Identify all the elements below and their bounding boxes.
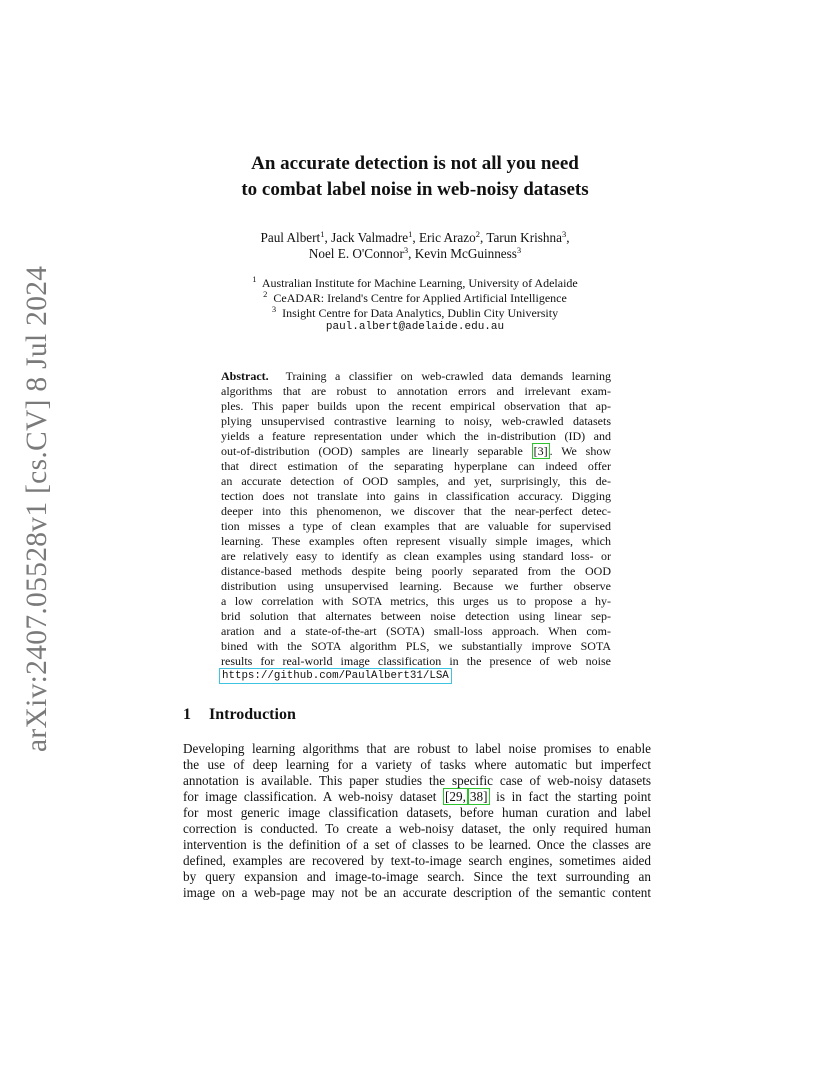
abstract-line: distribution using unsupervised learning. Because we further observe bbox=[221, 579, 611, 593]
section-title: Introduction bbox=[209, 706, 296, 723]
citation-link[interactable]: [29, bbox=[445, 789, 466, 804]
abstract-line: brid solution that alternates between noise detection using linear sep- bbox=[221, 609, 611, 623]
body-text-line: image on a web-page may not be an accurate description of the semantic content bbox=[183, 885, 651, 900]
affiliation-mark: 3 bbox=[271, 304, 277, 314]
affiliation-text: Insight Centre for Data Analytics, Dublin City University bbox=[282, 306, 559, 320]
body-text-line: for most generic image classification datasets, before human curation and label bbox=[183, 805, 651, 820]
citation-link[interactable]: [3] bbox=[533, 444, 548, 458]
body-text-line: by query expansion and image-to-image search. Since the text surrounding an bbox=[183, 869, 651, 884]
body-text-line: the use of deep learning for a variety of tasks where automatic but imperfect bbox=[183, 757, 651, 772]
author-affiliation-mark: 2 bbox=[475, 229, 480, 239]
abstract-line: tion misses a type of clean examples that are valuable for supervised bbox=[221, 519, 611, 533]
body-text-line: annotation is available. This paper studies the specific case of web-noisy datasets bbox=[183, 773, 651, 788]
author-name: Tarun Krishna bbox=[486, 230, 562, 245]
contact-email: paul.albert@adelaide.edu.au bbox=[325, 321, 505, 333]
abstract-line: bined with the SOTA algorithm PLS, we substantially improve SOTA bbox=[221, 639, 611, 653]
abstract-line: out-of-distribution (OOD) samples are linearly separable [3] . We show bbox=[221, 444, 612, 458]
abstract-line: ples. This paper builds upon the recent empirical observation that ap- bbox=[221, 399, 611, 413]
author-affiliation-mark: 3 bbox=[561, 229, 567, 239]
abstract-line: are relatively easy to identify as clean examples using standard loss- or bbox=[221, 549, 611, 563]
citation-link[interactable]: 38] bbox=[469, 789, 488, 804]
abstract-line: a low correlation with SOTA metrics, this urges us to propose a hy- bbox=[221, 594, 611, 608]
abstract-line: that direct estimation of the separating hyperplane can indeed offer bbox=[221, 459, 611, 473]
affiliation-1 bbox=[150, 274, 680, 290]
author-affiliation-mark: 1 bbox=[408, 229, 413, 239]
author-list-line-2: Noel E. O'Connor$^3$, Kevin McGuinness$^3$ bbox=[308, 245, 522, 261]
abstract-line: plying unsupervised contrastive learning to noisy, web-crawled datasets bbox=[221, 414, 611, 428]
abstract-line: an accurate detection of OOD samples, and yet, surprisingly, this de- bbox=[221, 474, 611, 488]
author-affiliation-mark: 1 bbox=[320, 229, 325, 239]
arxiv-identifier-stamp: arXiv:2407.05528v1 [cs.CV] 8 Jul 2024 bbox=[21, 265, 53, 752]
abstract-line: algorithms that are robust to annotation errors and irrelevant exam- bbox=[221, 384, 611, 398]
body-text-line: correction is conducted. To create a web-noisy dataset, the only required human bbox=[183, 821, 651, 836]
affiliation-text: CeADAR: Ireland's Centre for Applied Artificial Intelligence bbox=[273, 291, 567, 305]
author-affiliation-mark: 3 bbox=[516, 245, 522, 255]
abstract-line: yields a feature representation under which the in-distribution (ID) and bbox=[221, 429, 611, 443]
paper-title-line-1: An accurate detection is not all you need bbox=[251, 153, 579, 174]
abstract-line: aration and a state-of-the-art (SOTA) small-loss approach. When com- bbox=[221, 624, 611, 638]
abstract-line: learning. These examples often represent visually simple images, which bbox=[221, 534, 611, 548]
abstract-label: Abstract. bbox=[221, 369, 269, 383]
abstract-line: tection does not translate into gains in classification accuracy. Digging bbox=[221, 489, 611, 503]
paper-title-line-2: to combat label noise in web-noisy datasets bbox=[241, 179, 589, 200]
section-number: 1 bbox=[183, 706, 191, 723]
body-text-line: for image classification. A web-noisy dataset [29, 38] is in fact the starting point bbox=[183, 789, 652, 804]
author-name: Noel E. O'Connor bbox=[308, 246, 404, 261]
author-list-line-1: Paul Albert$^1$, Jack Valmadre$^1$, Eric Arazo$^2$, Tarun Krishna$^3$, bbox=[260, 229, 570, 245]
code-repository-link[interactable]: https://github.com/PaulAlbert31/LSA bbox=[219, 668, 452, 684]
author-affiliation-mark: 3 bbox=[403, 245, 409, 255]
body-text-line: defined, examples are recovered by text-to-image search engines, sometimes aided bbox=[183, 853, 651, 868]
author-name: Jack Valmadre bbox=[331, 230, 409, 245]
abstract-line: Abstract. Training a classifier on web-crawled data demands learning bbox=[221, 369, 611, 383]
author-name: Kevin McGuinness bbox=[414, 246, 517, 261]
author-name: Eric Arazo bbox=[418, 230, 476, 245]
section-heading bbox=[183, 707, 296, 723]
author-name: Paul Albert bbox=[260, 230, 321, 245]
affiliation-2 bbox=[150, 289, 680, 305]
affiliation-mark: 1 bbox=[252, 274, 257, 284]
affiliation-text: Australian Institute for Machine Learning, University of Adelaide bbox=[261, 276, 578, 290]
abstract-line: deeper into this phenomenon, we discover that the near-perfect detec- bbox=[221, 504, 611, 518]
body-text-line: intervention is the definition of a set of classes to be learned. Once the classes are bbox=[183, 837, 651, 852]
body-text-line: Developing learning algorithms that are robust to label noise promises to enable bbox=[183, 741, 651, 756]
abstract-line: distance-based methods despite being poorly separated from the OOD bbox=[221, 564, 611, 578]
affiliation-mark: 2 bbox=[263, 289, 268, 299]
abstract-line: results for real-world image classification in the presence of web noise bbox=[221, 654, 611, 668]
affiliation-3 bbox=[150, 304, 680, 320]
